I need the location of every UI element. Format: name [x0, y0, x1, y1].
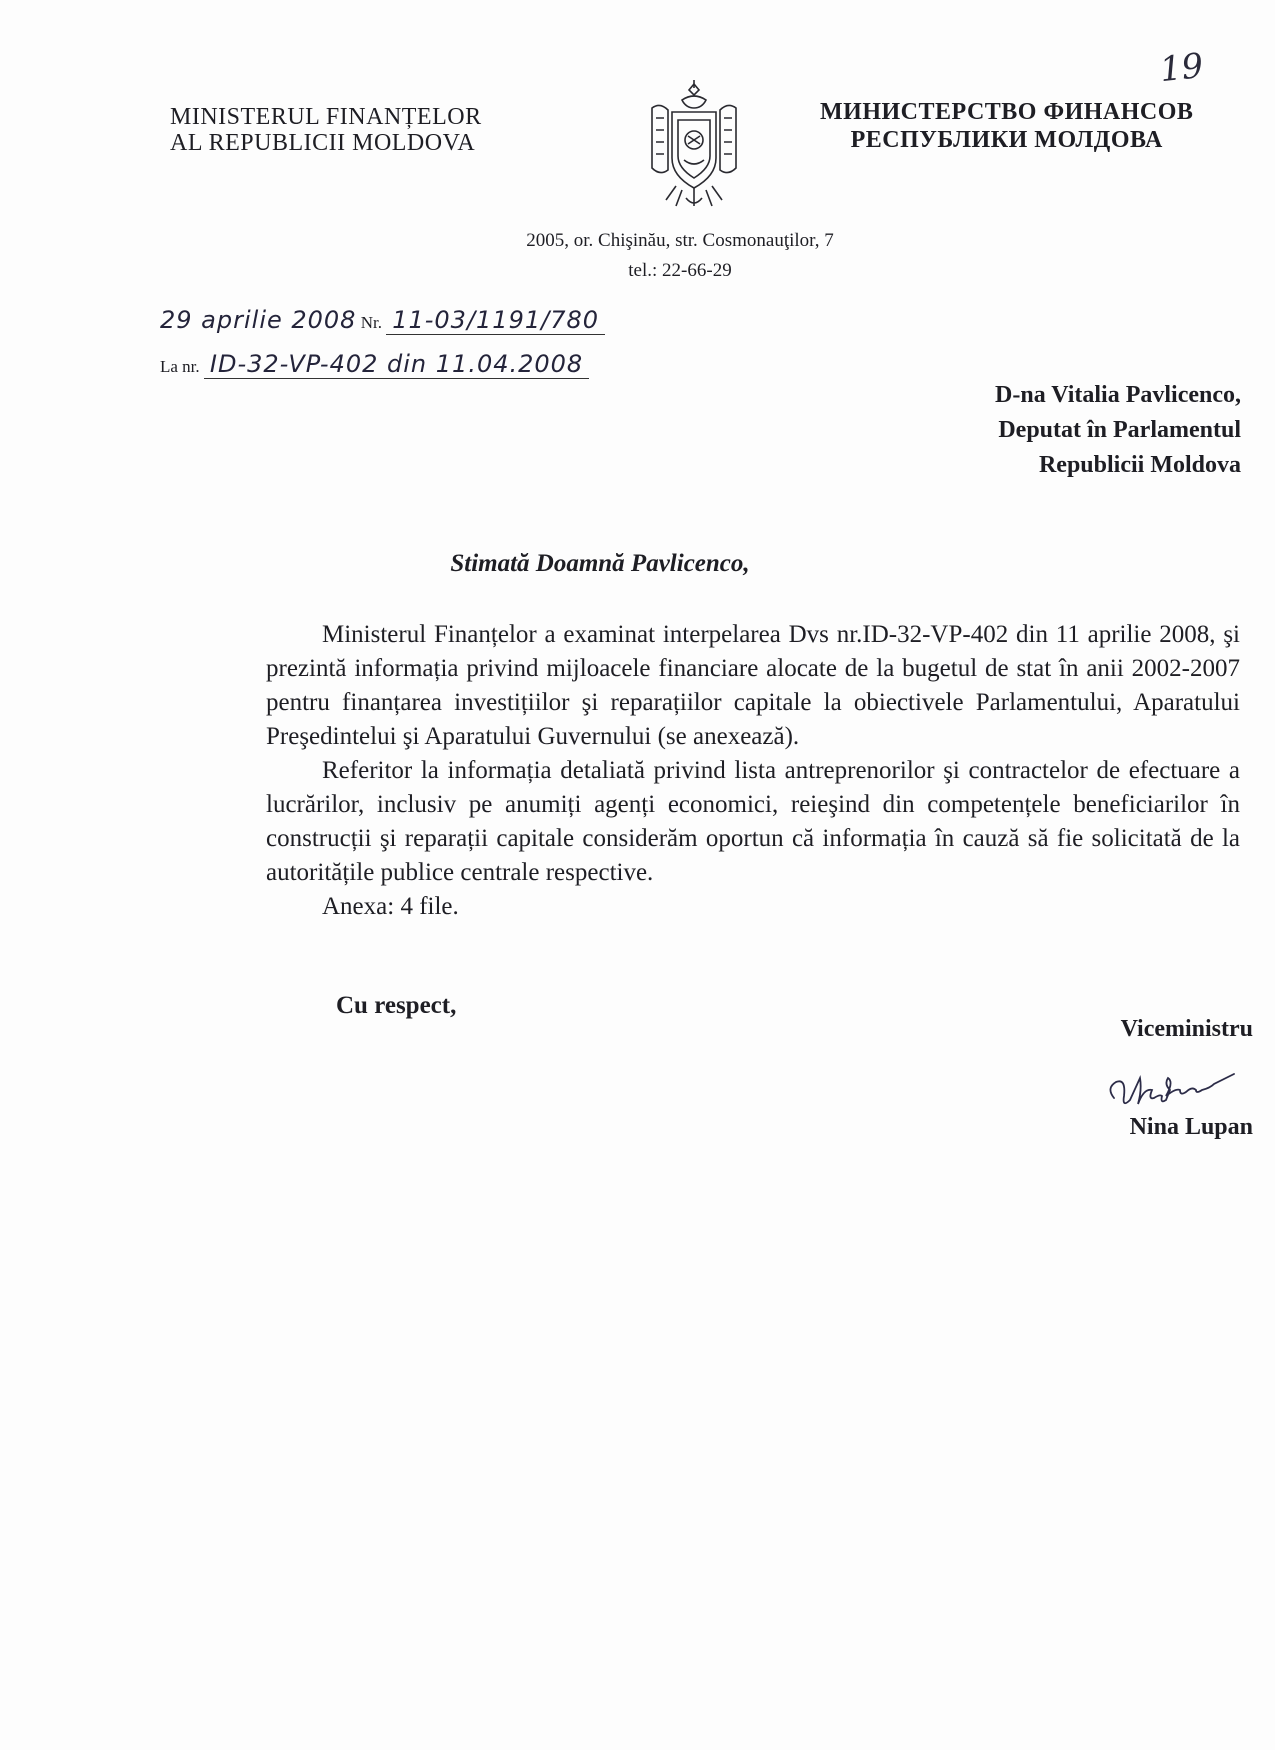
coat-of-arms-icon	[642, 78, 746, 210]
ministry-name-russian	[820, 98, 1193, 154]
ministry-address: 2005, or. Chişinău, str. Cosmonauţilor, 7	[526, 230, 834, 251]
signer-title: Viceministru	[1120, 1016, 1253, 1042]
handwritten-page-number: 19	[1158, 45, 1206, 91]
nr-label: Nr.	[360, 313, 382, 332]
outgoing-reference-row	[160, 306, 605, 338]
ministry-phone: tel.: 22-66-29	[628, 260, 732, 281]
addressee-line3: Republicii Moldova	[1038, 452, 1241, 478]
addressee-line2: Deputat în Parlamentul	[998, 417, 1241, 443]
outgoing-number: 11-03/1191/780	[386, 306, 605, 335]
letter-body	[266, 618, 1240, 924]
closing-phrase: Cu respect,	[336, 992, 457, 1019]
body-paragraph-1: Ministerul Finanțelor a examinat interpelarea Dvs nr.ID-32-VP-402 din 11 aprilie 2008, şi prezintă informația privind mijloacele financiare alocate de la bugetul de stat în anii 2002-2007 pentru finanțarea investițiilor şi reparațiilor capitale la obiectivele Parlamentului, Aparatului Preşedintelui şi Aparatului Guvernului (se anexează).	[266, 621, 1240, 750]
annex-note: Anexa: 4 file.	[322, 893, 459, 920]
letter-date: 29 aprilie 2008	[160, 306, 357, 334]
incoming-reference-row	[160, 350, 589, 382]
ministry-ro-line2: AL REPUBLICII MOLDOVA	[170, 130, 476, 156]
ministry-ro-line1: MINISTERUL FINANȚELOR	[170, 104, 482, 130]
salutation: Stimată Doamnă Pavlicenco,	[450, 550, 750, 577]
signer-name: Nina Lupan	[1129, 1114, 1253, 1140]
ministry-ru-line2: РЕСПУБЛИКИ МОЛДОВА	[850, 127, 1163, 153]
incoming-number: ID-32-VP-402 din 11.04.2008	[204, 350, 589, 379]
addressee-line1: D-na Vitalia Pavlicenco,	[995, 382, 1241, 408]
la-nr-label: La nr.	[160, 357, 200, 376]
ministry-ru-line1: МИНИСТЕРСТВО ФИНАНСОВ	[820, 99, 1194, 125]
body-paragraph-2: Referitor la informația detaliată privind lista antreprenorilor şi contractelor de efectuare a lucrărilor, inclusiv pe anumiți agenți economici, reieşind din competențele beneficiarilor în construcții şi reparații capitale considerăm oportun că informația în cauză să fie solicitată de la autoritățile publice centrale respective.	[266, 757, 1240, 886]
ministry-name-romanian	[170, 104, 482, 156]
addressee-block	[995, 378, 1241, 483]
ministry-address-block	[440, 226, 920, 286]
